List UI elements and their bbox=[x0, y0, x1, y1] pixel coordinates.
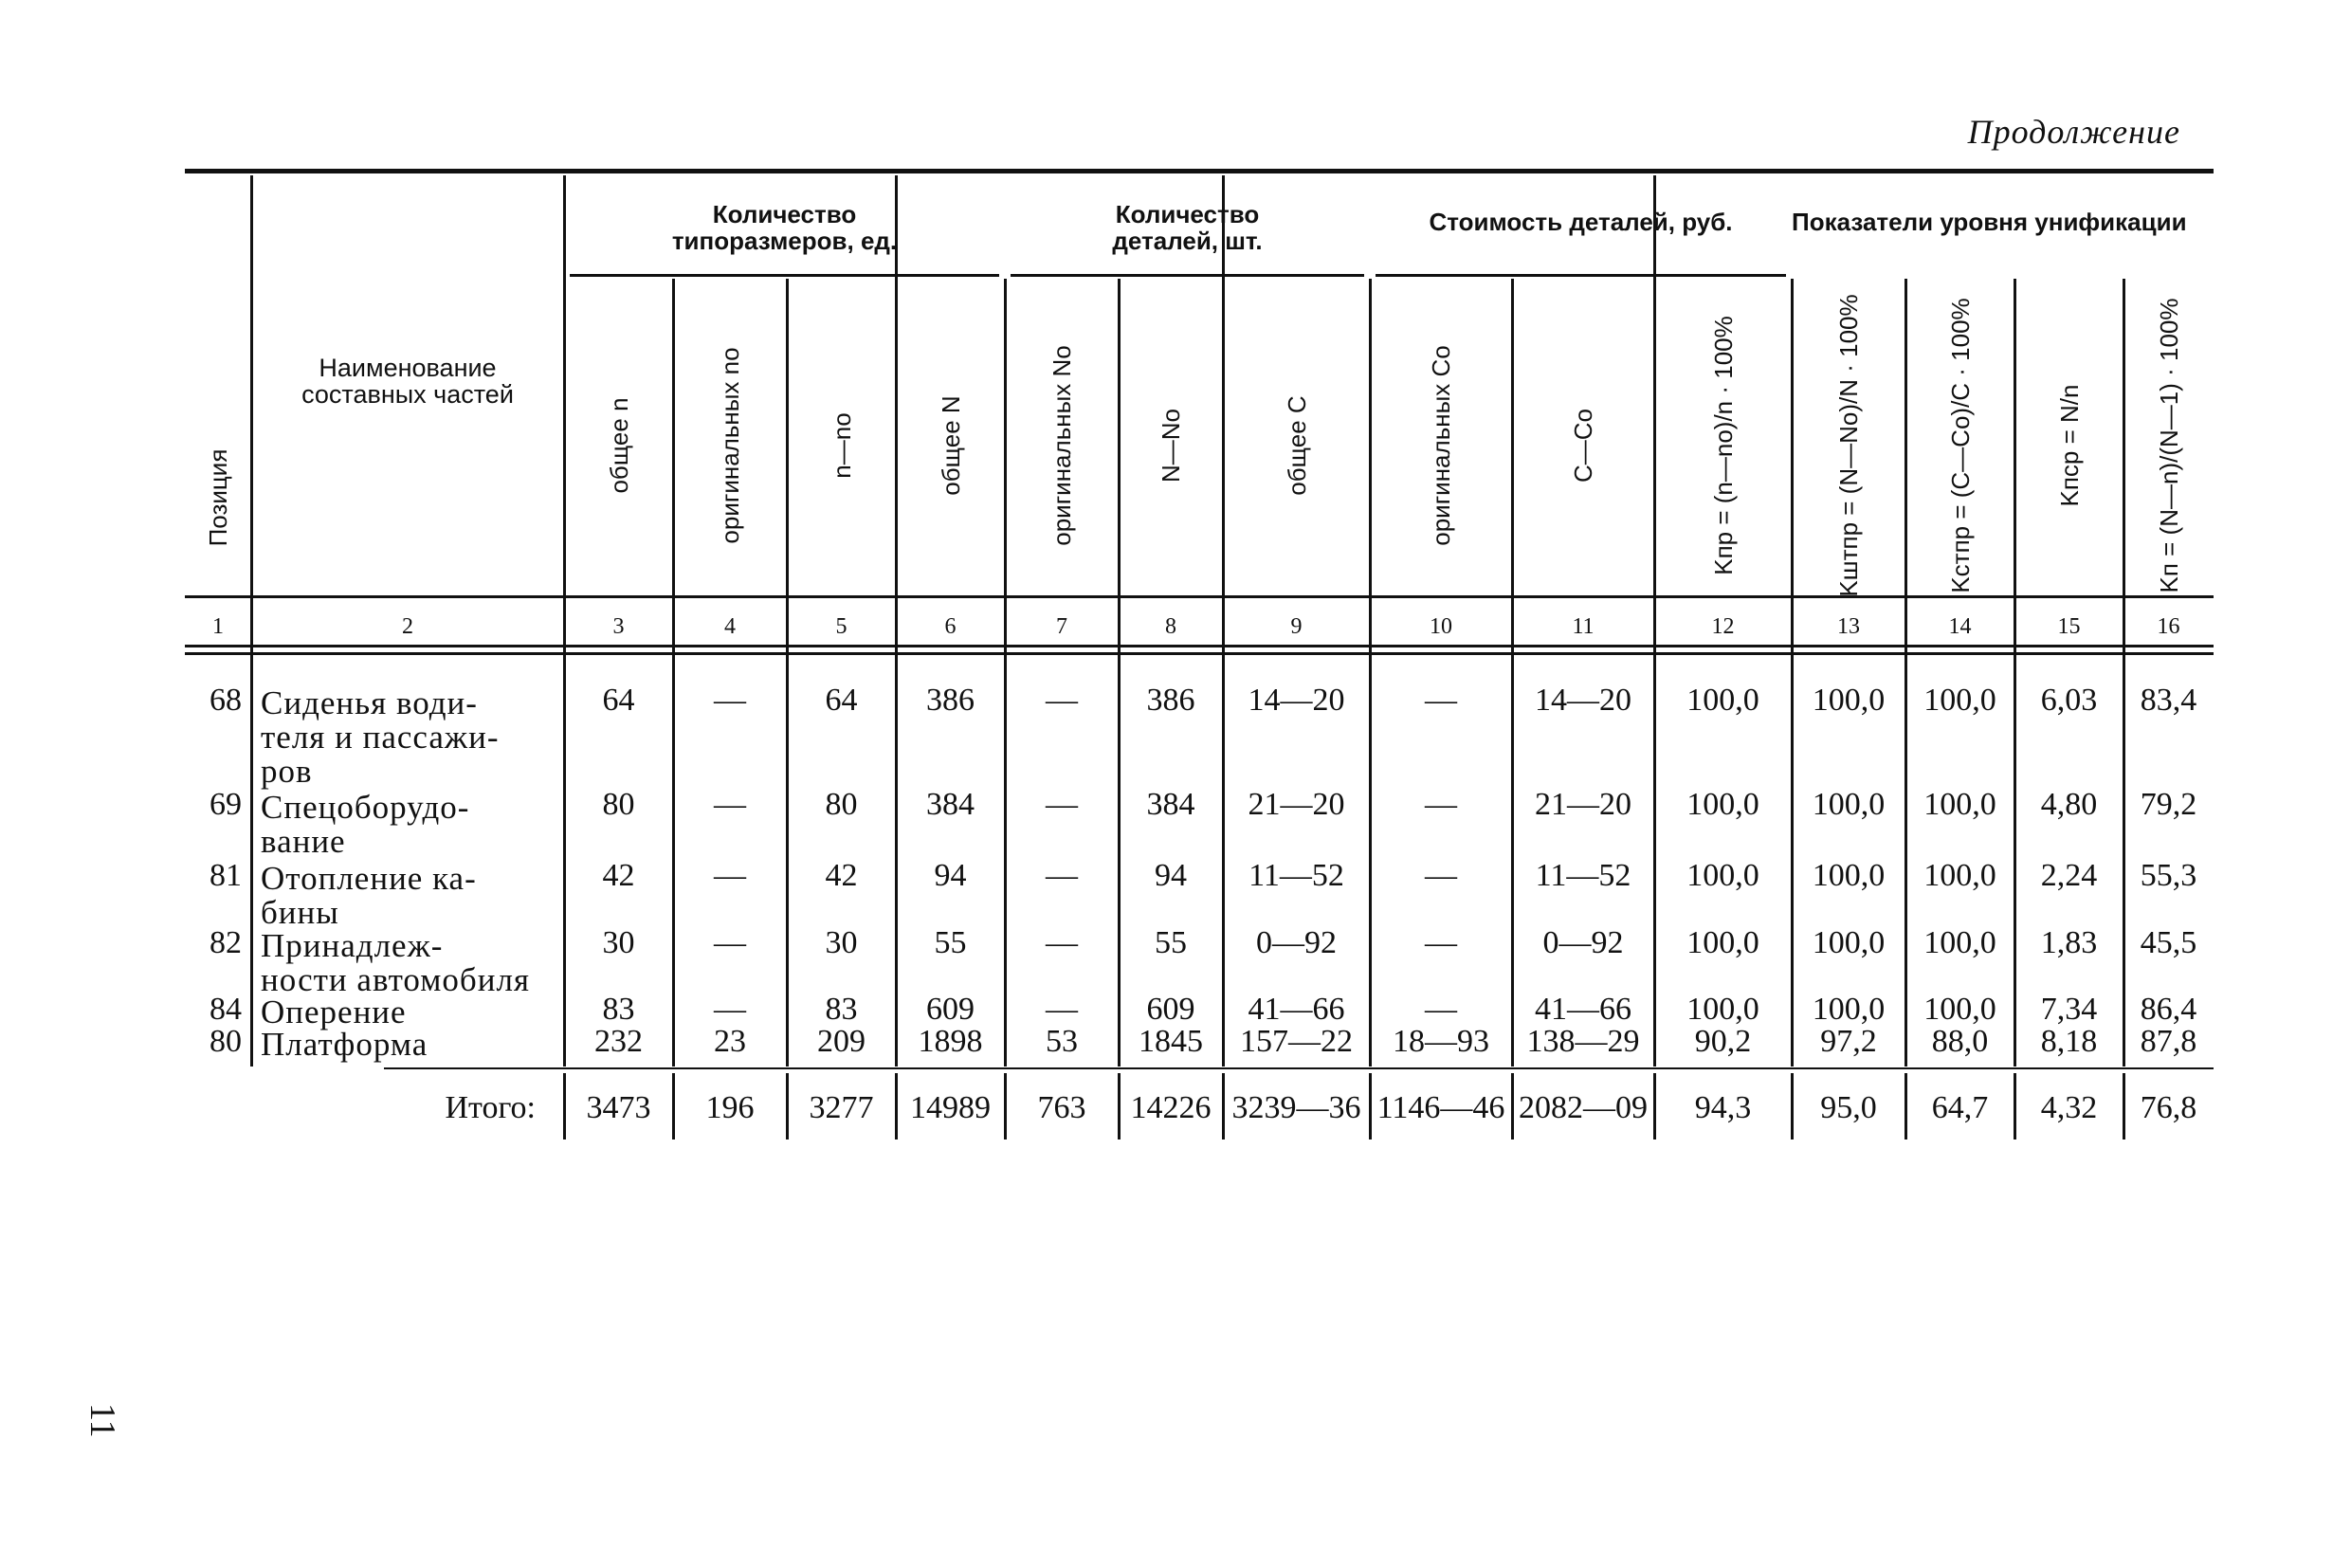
table-cell: 100,0 bbox=[1923, 683, 1996, 718]
row-name: Платформа bbox=[261, 1026, 428, 1063]
table-cell: 30 bbox=[602, 925, 635, 960]
total-cell: 763 bbox=[1037, 1090, 1086, 1125]
table-cell: 94 bbox=[1155, 858, 1187, 893]
row-position: 80 bbox=[210, 1024, 242, 1059]
table-cell: — bbox=[714, 858, 746, 893]
table-cell: — bbox=[1425, 858, 1457, 893]
table-cell: 64 bbox=[602, 683, 635, 718]
total-cell: 2082—09 bbox=[1519, 1090, 1648, 1125]
group-header-4: Показатели уровня унификации bbox=[1792, 208, 2187, 236]
column-header-8: N—Nо bbox=[1157, 408, 1185, 483]
table-cell: 384 bbox=[926, 787, 975, 822]
table-cell: 41—66 bbox=[1248, 992, 1345, 1027]
column-number-11: 11 bbox=[1572, 614, 1595, 639]
column-number-4: 4 bbox=[724, 614, 736, 639]
table-cell: — bbox=[714, 683, 746, 718]
row-position: 84 bbox=[210, 992, 242, 1027]
column-number-8: 8 bbox=[1165, 614, 1176, 639]
column-number-7: 7 bbox=[1056, 614, 1067, 639]
table-cell: 11—52 bbox=[1248, 858, 1344, 893]
column-number-2: 2 bbox=[402, 614, 413, 639]
row-position: 81 bbox=[210, 858, 242, 893]
column-number-14: 14 bbox=[1948, 614, 1972, 639]
total-cell: 3239—36 bbox=[1231, 1090, 1361, 1125]
table-cell: — bbox=[1425, 992, 1457, 1027]
column-header-9: общее С bbox=[1282, 395, 1311, 496]
column-number-10: 10 bbox=[1430, 614, 1452, 639]
table-cell: 1,83 bbox=[2040, 925, 2098, 960]
table-cell: 21—20 bbox=[1535, 787, 1631, 822]
group-header-1: Количество типоразмеров, ед. bbox=[671, 200, 898, 255]
total-cell: 3277 bbox=[809, 1090, 874, 1125]
table-cell: 100,0 bbox=[1686, 787, 1759, 822]
table-cell: 80 bbox=[602, 787, 635, 822]
column-header-11: С—Со bbox=[1569, 408, 1597, 483]
total-cell: 94,3 bbox=[1694, 1090, 1752, 1125]
table-cell: 14—20 bbox=[1248, 683, 1345, 718]
table-cell: 97,2 bbox=[1820, 1024, 1877, 1059]
column-header-12: Kпр = (n—nо)/n · 100% bbox=[1708, 316, 1738, 575]
row-name: Принадлеж- ности автомобиля bbox=[261, 927, 531, 998]
total-cell: 14226 bbox=[1130, 1090, 1212, 1125]
table-cell: 386 bbox=[926, 683, 975, 718]
table-cell: 41—66 bbox=[1535, 992, 1631, 1027]
table-cell: — bbox=[714, 992, 746, 1027]
table-cell: 21—20 bbox=[1248, 787, 1345, 822]
total-cell: 196 bbox=[705, 1090, 755, 1125]
name-header: Наименование составных частей bbox=[301, 354, 514, 409]
table-cell: 45,5 bbox=[2140, 925, 2197, 960]
table-cell: 609 bbox=[1146, 992, 1195, 1027]
table-cell: — bbox=[1046, 925, 1078, 960]
table-cell: 100,0 bbox=[1686, 858, 1759, 893]
table-cell: 100,0 bbox=[1812, 992, 1886, 1027]
column-header-6: общее N bbox=[936, 395, 965, 496]
table-cell: 386 bbox=[1146, 683, 1195, 718]
column-header-10: оригинальных Со bbox=[1427, 345, 1455, 546]
column-number-12: 12 bbox=[1711, 614, 1735, 639]
table-cell: 384 bbox=[1146, 787, 1195, 822]
group-underline-1 bbox=[570, 274, 999, 277]
continuation-label: Продолжение bbox=[1967, 113, 2180, 151]
table-cell: 83,4 bbox=[2140, 683, 2197, 718]
group-underline-2 bbox=[1011, 274, 1364, 277]
table-cell: 1845 bbox=[1139, 1024, 1203, 1059]
table-cell: 42 bbox=[602, 858, 635, 893]
table-cell: 100,0 bbox=[1812, 925, 1886, 960]
column-header-5: n—nо bbox=[827, 412, 856, 479]
table-cell: 4,80 bbox=[2040, 787, 2098, 822]
total-separator-rule bbox=[384, 1067, 2214, 1069]
table-cell: 138—29 bbox=[1526, 1024, 1640, 1059]
total-cell: 95,0 bbox=[1820, 1090, 1877, 1125]
table-cell: 55 bbox=[934, 925, 967, 960]
row-position: 82 bbox=[210, 925, 242, 960]
column-number-13: 13 bbox=[1837, 614, 1860, 639]
page-number: 11 bbox=[82, 1403, 122, 1438]
table-cell: 100,0 bbox=[1686, 992, 1759, 1027]
table-cell: 100,0 bbox=[1923, 992, 1996, 1027]
total-cell: 4,32 bbox=[2040, 1090, 2098, 1125]
table-cell: 83 bbox=[602, 992, 635, 1027]
table-cell: 209 bbox=[817, 1024, 866, 1059]
table-cell: 30 bbox=[825, 925, 858, 960]
table-cell: 55,3 bbox=[2140, 858, 2197, 893]
group-underline-3 bbox=[1376, 274, 1786, 277]
group-header-2: Количество деталей, шт. bbox=[1112, 200, 1263, 255]
total-cell: 3473 bbox=[586, 1090, 651, 1125]
colnum-rule-2 bbox=[185, 652, 2214, 655]
table-cell: — bbox=[1046, 683, 1078, 718]
row-name: Сиденья води- теля и пассажи- ров bbox=[261, 684, 500, 790]
column-header-14: Kстпр = (С—Со)/С · 100% bbox=[1945, 298, 1975, 593]
column-header-15: Kпср = N/n bbox=[2054, 384, 2084, 507]
position-header: Позиция bbox=[204, 448, 232, 547]
table-cell: 100,0 bbox=[1812, 683, 1886, 718]
table-cell: 157—22 bbox=[1240, 1024, 1353, 1059]
column-number-5: 5 bbox=[835, 614, 847, 639]
column-header-3: общее n bbox=[604, 397, 633, 494]
top-rule bbox=[185, 169, 2214, 173]
table-cell: — bbox=[1425, 683, 1457, 718]
row-name: Отопление ка- бины bbox=[261, 860, 477, 931]
table-cell: 100,0 bbox=[1812, 787, 1886, 822]
total-label: Итого: bbox=[445, 1090, 536, 1125]
column-header-16: Kп = (N—n)/(N—1) · 100% bbox=[2154, 298, 2183, 593]
table-cell: 87,8 bbox=[2140, 1024, 2197, 1059]
table-cell: — bbox=[714, 787, 746, 822]
table-cell: 55 bbox=[1155, 925, 1187, 960]
table-cell: 100,0 bbox=[1923, 858, 1996, 893]
column-number-9: 9 bbox=[1290, 614, 1303, 639]
table-cell: 79,2 bbox=[2140, 787, 2197, 822]
group-header-3: Стоимость деталей, руб. bbox=[1429, 208, 1733, 236]
table-cell: 80 bbox=[825, 787, 858, 822]
total-cell: 14989 bbox=[910, 1090, 991, 1125]
total-cell: 1146—46 bbox=[1376, 1090, 1505, 1125]
column-header-4: оригинальных nо bbox=[716, 347, 744, 544]
table-cell: — bbox=[1425, 787, 1457, 822]
table-cell: 100,0 bbox=[1923, 787, 1996, 822]
table-cell: 100,0 bbox=[1686, 683, 1759, 718]
table-cell: — bbox=[1046, 858, 1078, 893]
row-name: Спецоборудо- вание bbox=[261, 789, 470, 860]
table-cell: 88,0 bbox=[1931, 1024, 1989, 1059]
table-cell: 53 bbox=[1046, 1024, 1078, 1059]
table-cell: 609 bbox=[926, 992, 975, 1027]
column-header-7: оригинальных Nо bbox=[1048, 345, 1076, 546]
total-cell: 76,8 bbox=[2140, 1090, 2197, 1125]
row-name: Оперение bbox=[261, 994, 407, 1030]
table-cell: 64 bbox=[825, 683, 858, 718]
table-cell: 86,4 bbox=[2140, 992, 2197, 1027]
table-cell: 11—52 bbox=[1535, 858, 1631, 893]
table-cell: 0—92 bbox=[1256, 925, 1337, 960]
column-number-6: 6 bbox=[944, 614, 957, 639]
column-header-13: Kштпр = (N—Nо)/N · 100% bbox=[1834, 294, 1863, 597]
table-cell: 232 bbox=[594, 1024, 643, 1059]
row-position: 68 bbox=[210, 683, 242, 718]
table-cell: 90,2 bbox=[1694, 1024, 1752, 1059]
table-cell: 83 bbox=[825, 992, 858, 1027]
colnum-rule-1 bbox=[185, 645, 2214, 647]
table-cell: 8,18 bbox=[2040, 1024, 2098, 1059]
table-cell: 6,03 bbox=[2040, 683, 2098, 718]
table-cell: — bbox=[714, 925, 746, 960]
table-cell: 100,0 bbox=[1686, 925, 1759, 960]
table-cell: 14—20 bbox=[1535, 683, 1631, 718]
table-cell: — bbox=[1425, 925, 1457, 960]
column-number-3: 3 bbox=[612, 614, 625, 639]
table-cell: 23 bbox=[714, 1024, 746, 1059]
table-cell: 7,34 bbox=[2040, 992, 2098, 1027]
table-cell: 42 bbox=[825, 858, 858, 893]
table-cell: 94 bbox=[934, 858, 967, 893]
header-bottom-rule bbox=[185, 595, 2214, 598]
total-cell: 64,7 bbox=[1931, 1090, 1989, 1125]
column-number-15: 15 bbox=[2057, 614, 2081, 639]
table-cell: 1898 bbox=[918, 1024, 983, 1059]
table-cell: 100,0 bbox=[1812, 858, 1886, 893]
table-cell: 100,0 bbox=[1923, 925, 1996, 960]
column-number-1: 1 bbox=[212, 614, 224, 639]
table-cell: — bbox=[1046, 787, 1078, 822]
table-cell: 18—93 bbox=[1393, 1024, 1489, 1059]
row-position: 69 bbox=[210, 787, 242, 822]
column-number-16: 16 bbox=[2157, 614, 2180, 639]
table-cell: — bbox=[1046, 992, 1078, 1027]
table-cell: 0—92 bbox=[1542, 925, 1624, 960]
table-cell: 2,24 bbox=[2040, 858, 2098, 893]
